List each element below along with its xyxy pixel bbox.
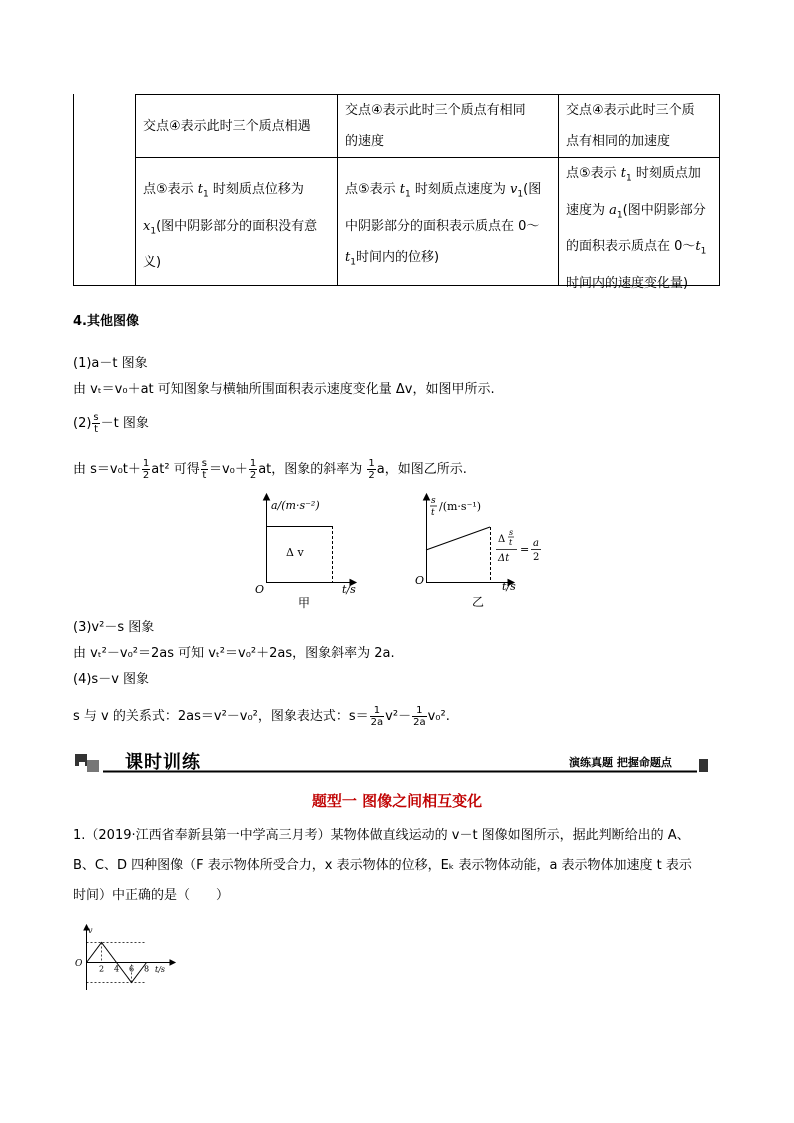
cell-text: 点⑤表示 [143, 182, 198, 197]
symbol-x: x [143, 218, 151, 234]
cell-text: 时刻质点速度为 [410, 182, 511, 197]
fraction [367, 458, 375, 481]
slope-dt: Δt [498, 553, 510, 564]
fraction [92, 412, 99, 435]
cell-text: 时间内的速度变化量) [566, 275, 689, 291]
table-cell [339, 95, 532, 157]
x-tick-label: 6 [129, 964, 135, 974]
slope-a: a [533, 538, 539, 549]
text: a，如图乙所示. [376, 462, 467, 477]
symbol-v: v [510, 182, 518, 197]
numerator: s [201, 458, 207, 469]
y-label: a/(m·s⁻²) [271, 499, 320, 512]
cell-text: (图中阴影部分 [622, 202, 706, 218]
subscript: 1 [700, 246, 707, 257]
table-cell [560, 95, 701, 157]
numerator: 1 [249, 458, 257, 469]
cell-text: 的速度 [345, 134, 385, 149]
numerator: 1 [412, 705, 427, 717]
x-tick-label: 2 [99, 964, 105, 974]
cell-text: 点有相同的加速度 [566, 134, 671, 149]
fraction [249, 458, 257, 481]
area-label: Δ v [286, 546, 304, 559]
subscript: 1 [626, 173, 632, 184]
y-label-den: t [431, 508, 435, 518]
text: at² 可得 [151, 462, 200, 477]
table-cell [137, 174, 323, 278]
symbol-t: t [620, 166, 627, 181]
numerator: 1 [368, 458, 375, 469]
cell-text: 中阴影部分的面积表示质点在 0～ [345, 218, 540, 234]
slope-2: 2 [533, 552, 540, 563]
paragraph-v2s: 由 vₜ²－v₀²＝2as 可知 vₜ²＝v₀²＋2as，图象斜率为 2a. [73, 646, 395, 661]
paragraph-st [73, 458, 467, 481]
text: v₀². [427, 709, 450, 724]
figure-yi [410, 490, 560, 612]
x-label: t/s [502, 580, 516, 593]
fraction [370, 705, 385, 728]
text: v²－ [385, 709, 412, 724]
x-label: t/s [342, 583, 356, 596]
slope-line [426, 527, 490, 550]
table-cell [339, 174, 547, 278]
subscript: 1 [405, 189, 411, 200]
subscript: 1 [616, 210, 623, 221]
slope-delta: Δ [498, 534, 506, 545]
symbol-a: a [609, 202, 617, 218]
paragraph-at: 由 vₜ＝v₀＋at 可知图象与横轴所围面积表示速度变化量 Δv，如图甲所示. [73, 382, 495, 397]
cell-text: 点⑤表示 [566, 166, 621, 181]
fraction [201, 458, 208, 481]
section-banner [73, 750, 713, 776]
origin-label: O [255, 583, 265, 596]
denominator: 2a [370, 717, 384, 728]
symbol-t: t [399, 182, 406, 197]
origin-label: O [75, 959, 83, 969]
subheading-sv: (4)s－v 图象 [73, 672, 150, 687]
subscript: 1 [150, 226, 157, 237]
x-tick-label: 8 [144, 964, 150, 974]
text: ＝v₀＋ [208, 462, 248, 477]
y-label: v [88, 926, 93, 935]
cell-text: 义) [143, 255, 162, 271]
banner-right-text: 演练真题 把握命题点 [569, 756, 672, 769]
subscript: 1 [350, 257, 356, 268]
denominator: t [94, 424, 98, 435]
slope-t: t [509, 538, 513, 547]
x-label: t/s [155, 965, 166, 974]
table-cell [560, 158, 712, 299]
x-tick-label: 4 [114, 964, 120, 974]
text: (2) [73, 416, 92, 431]
denominator: 2 [368, 470, 375, 481]
cell-text: 点⑤表示 [345, 182, 400, 197]
subheading-v2s: (3)v²－s 图象 [73, 620, 155, 635]
subheading-at: (1)a－t 图象 [73, 356, 148, 371]
text: －t 图象 [100, 416, 149, 431]
slope-s: s [509, 528, 514, 537]
caption: 乙 [472, 595, 485, 609]
cell-text: 交点④表示此时三个质点相遇 [143, 119, 311, 134]
figure-jia [250, 492, 360, 610]
denominator: 2 [249, 470, 257, 481]
y-label: /(m·s⁻¹) [439, 500, 482, 513]
fraction [412, 705, 427, 728]
denominator: 2 [142, 470, 150, 481]
text: s 与 v 的关系式：2as＝v²－v₀²，图象表达式：s＝ [73, 709, 369, 724]
section-heading: 4.其他图像 [73, 314, 139, 329]
y-axis-arrow [424, 494, 430, 500]
denominator: 2a [413, 717, 426, 728]
paragraph-sv [73, 705, 450, 728]
y-label-num: s [431, 496, 436, 506]
question-type-title: 题型一 图像之间相互变化 [311, 792, 483, 810]
vt-chart [72, 924, 182, 994]
question-line: 1.（2019·江西省奉新县第一中学高三月考）某物体做直线运动的 v－t 图像如图所示，据此判断给出的 A、 [73, 828, 690, 843]
cell-text: 速度为 [566, 202, 610, 218]
numerator: 1 [142, 458, 150, 469]
cell-text: 交点④表示此时三个质点有相同 [345, 103, 526, 118]
cell-text: (图中阴影部分的面积没有意 [156, 218, 318, 234]
subscript: 1 [517, 189, 524, 200]
question-line: 时间）中正确的是（ ） [73, 888, 230, 903]
text: 由 s＝v₀t＋ [73, 462, 141, 477]
cell-text: 交点④表示此时三个质 [566, 103, 695, 118]
numerator: s [93, 412, 99, 423]
y-axis-arrow [264, 494, 270, 500]
symbol-t: t [345, 249, 351, 265]
origin-label: O [415, 574, 425, 587]
symbol-t: t [197, 182, 204, 197]
cell-text: 时刻质点位移为 [208, 182, 304, 197]
banner-title: 课时训练 [125, 752, 201, 773]
question-line: B、C、D 四种图像（F 表示物体所受合力，x 表示物体的位移，Eₖ 表示物体动能，a 表示物体加速度 t 表示 [73, 858, 692, 873]
comparison-table [73, 94, 720, 291]
subscript: 1 [203, 189, 209, 200]
text: at，图象的斜率为 [258, 462, 367, 477]
x-axis-arrow [170, 960, 175, 965]
symbol-t: t [695, 239, 701, 255]
table-cell [137, 111, 317, 142]
caption: 甲 [298, 596, 311, 610]
cell-text: 时间内的位移) [355, 249, 440, 265]
denominator: t [202, 470, 207, 481]
numerator: 1 [370, 705, 385, 717]
cell-text: 时刻质点加 [631, 166, 701, 181]
cell-text: 的面积表示质点在 0～ [566, 239, 696, 255]
fraction [142, 458, 150, 481]
cell-text: (图 [523, 182, 542, 197]
slope-eq: = [520, 543, 530, 556]
subheading-st [73, 412, 149, 435]
